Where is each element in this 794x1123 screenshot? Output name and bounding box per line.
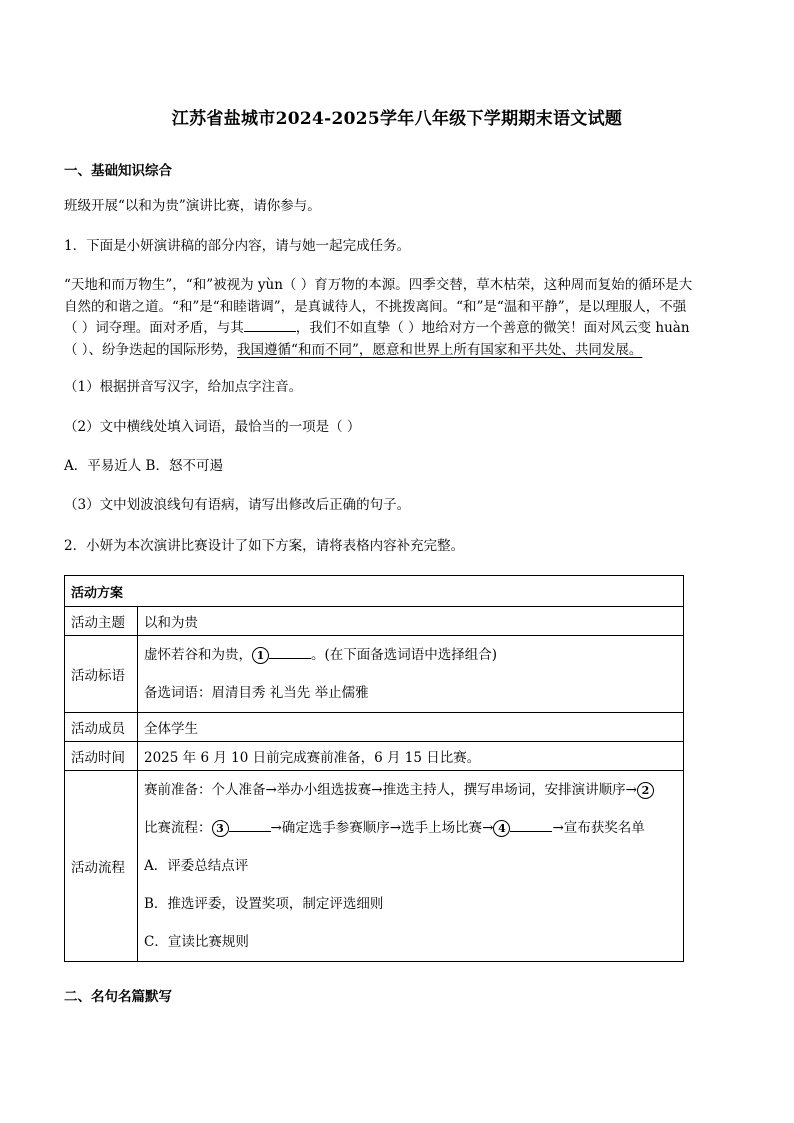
passage-line: “天地和而万物生”，“和”被视为 yùn（ ）育万物的本源。四季交替，草木枯荣，这种周而复始的循环是大 [64, 277, 693, 293]
slogan-label: 活动标语 [65, 636, 138, 713]
circled-number: 2 [637, 782, 654, 799]
answer-options: A．平易近人 B．怒不可遏 [64, 458, 223, 474]
sub-question-1: （1）根据拼音写汉字，给加点字注音。 [64, 379, 303, 395]
fill-blank [269, 646, 311, 659]
section-heading-2: 二、名句名篇默写 [64, 989, 172, 1005]
passage-line: （ ）、纷争迭起的国际形势，我国遵循“和而不同”，愿意和世界上所有国家和平共处、共同发展。 [64, 341, 643, 358]
members-label: 活动成员 [65, 713, 138, 742]
sub-question-2: （2）文中横线处填入词语，最恰当的一项是（ ） [64, 419, 361, 435]
slogan-options: 备选词语：眉清目秀 礼当先 举止儒雅 [144, 685, 369, 701]
question-1-prompt: 1．下面是小妍演讲稿的部分内容，请与她一起完成任务。 [64, 238, 411, 254]
time-label: 活动时间 [65, 742, 138, 771]
passage-line: 自然的和谐之道。“和”是“和睦谐调”，是真诚待人，不挑拨离间。“和”是“温和平静”，是以理服人，不强 [64, 298, 687, 315]
members-value: 全体学生 [138, 713, 684, 742]
table-row [65, 771, 684, 962]
process-flow: 比赛流程： 3 →确定选手参赛顺序→选手上场比赛→ 4 →宣布获奖名单 [144, 820, 645, 836]
process-prep: 赛前准备：个人准备→举办小组选拔赛→推选主持人，撰写串场词，安排演讲顺序→ 2 [144, 771, 677, 809]
theme-label: 活动主题 [65, 607, 138, 636]
table-row [65, 636, 684, 713]
option-b: B．推选评委，设置奖项，制定评选细则 [144, 896, 384, 912]
activity-plan-table [64, 575, 684, 962]
circled-number: 4 [493, 820, 510, 837]
section-heading-1: 一、基础知识综合 [64, 163, 172, 179]
process-label: 活动流程 [65, 771, 138, 962]
circled-number: 1 [252, 647, 269, 664]
sub-question-3: （3）文中划波浪线句有语病，请写出修改后正确的句子。 [64, 497, 411, 513]
intro-text: 班级开展“以和为贵”演讲比赛，请你参与。 [64, 198, 321, 214]
fill-blank [244, 319, 296, 332]
table-row [65, 607, 684, 636]
option-c: C．宣读比赛规则 [144, 934, 249, 950]
fill-blank [510, 819, 552, 832]
question-2-prompt: 2．小妍为本次演讲比赛设计了如下方案，请将表格内容补充完整。 [64, 538, 465, 554]
process-cell [138, 771, 684, 962]
table-row [65, 742, 684, 771]
table-row [65, 713, 684, 742]
slogan-cell [138, 636, 684, 713]
option-a: A．评委总结点评 [144, 858, 249, 874]
table-header: 活动方案 [65, 576, 684, 607]
wavy-sentence: 我国遵循“和而不同”，愿意和世界上所有国家和平共处、共同发展。 [237, 341, 643, 358]
fill-blank [229, 819, 271, 832]
passage-line: （ ）词夺理。面对矛盾，与其 ，我们不如直挚（ ）地给对方一个善意的微笑！面对风云变 huàn [64, 320, 690, 336]
table-header-row [65, 576, 684, 607]
theme-value: 以和为贵 [138, 607, 684, 636]
passage [64, 275, 726, 361]
time-value: 2025 年 6 月 10 日前完成赛前准备，6 月 15 日比赛。 [138, 742, 684, 771]
page-title: 江苏省盐城市2024-2025学年八年级下学期期末语文试题 [171, 109, 623, 129]
circled-number: 3 [212, 820, 229, 837]
slogan-line: 虚怀若谷和为贵， 1 。(在下面备选词语中选择组合) [144, 647, 498, 663]
